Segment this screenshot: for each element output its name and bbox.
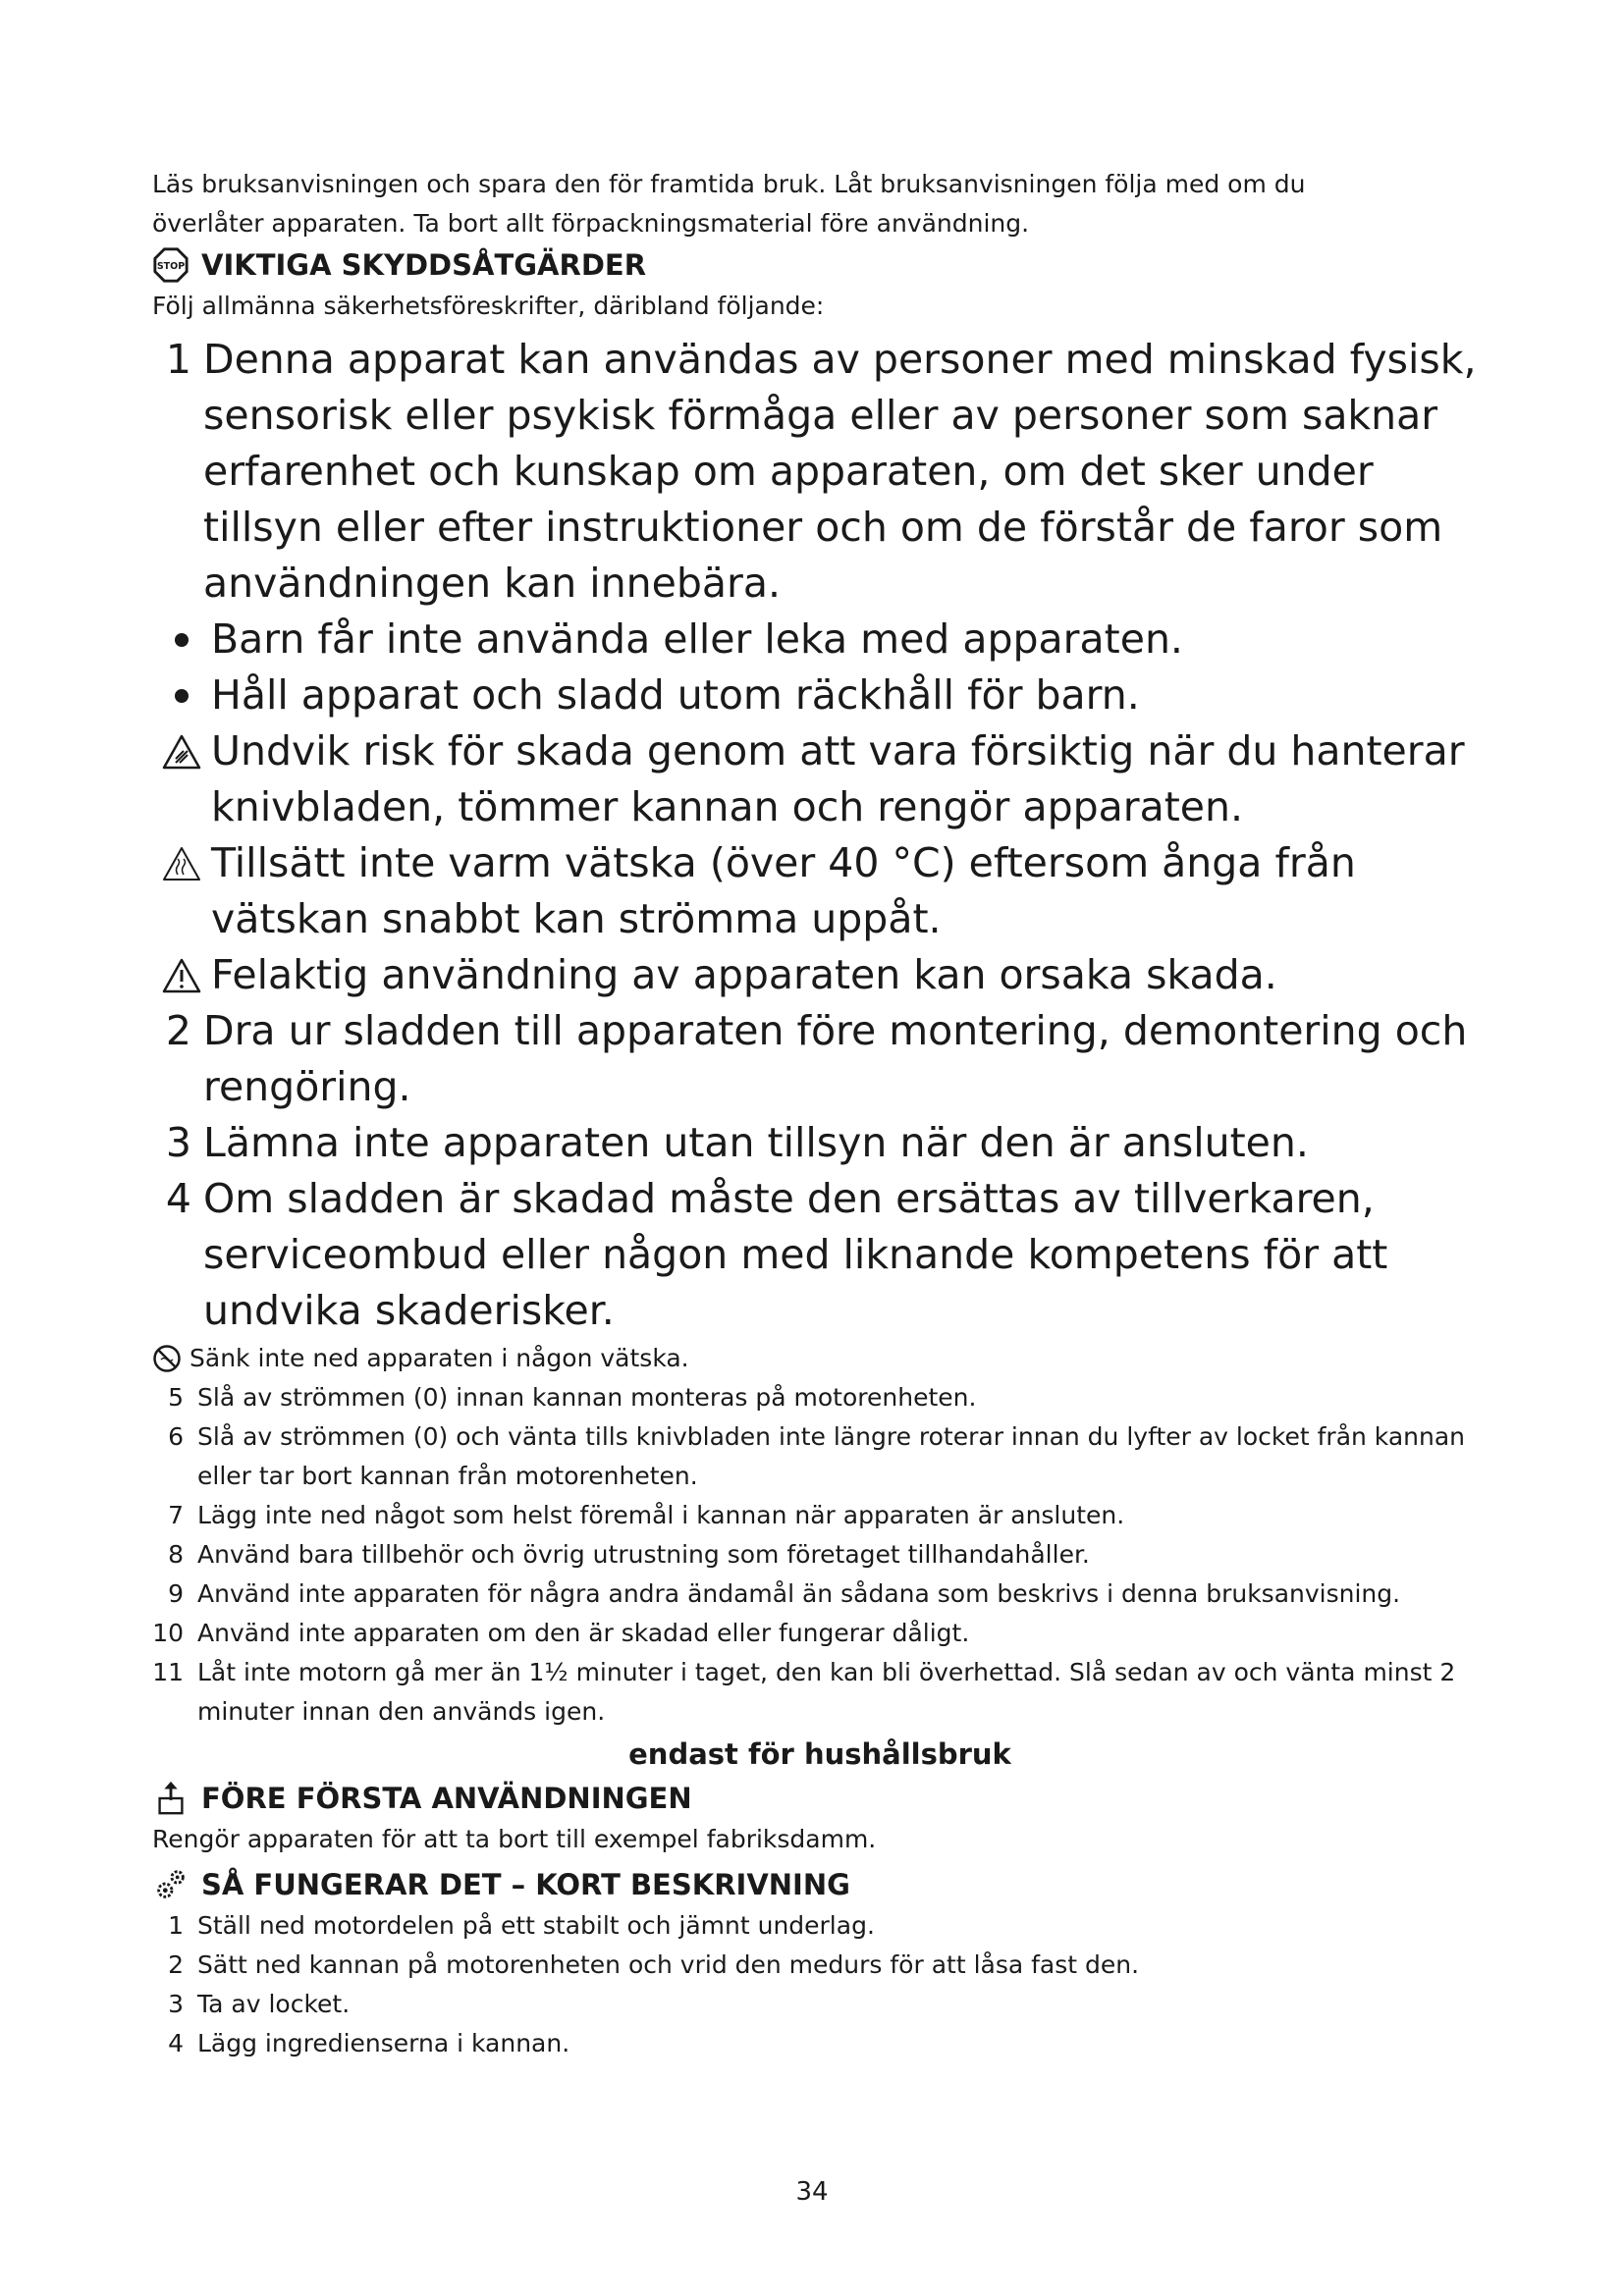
item-number: 3 — [165, 1119, 191, 1166]
item-number: 11 — [152, 1658, 184, 1686]
safety-heading-text: VIKTIGA SKYDDSÅTGÄRDER — [201, 248, 647, 282]
bullet-item-cord — [152, 667, 1488, 723]
safety-item-1 — [152, 332, 1488, 612]
item-number: 5 — [168, 1383, 184, 1412]
item-number: 2 — [165, 1007, 191, 1054]
safety-item-9 — [152, 1575, 1488, 1614]
no-immerse-icon — [152, 1344, 182, 1373]
warning-text: Felaktig användning av apparaten kan orsaka skada. — [211, 951, 1277, 998]
before-first-use-heading — [152, 1777, 1488, 1820]
item-text: Om sladden är skadad måste den ersättas av tillverkaren, serviceombud eller någon med liknande kompetens för att undvika skaderisker. — [203, 1175, 1388, 1334]
warning-text: Sänk inte ned apparaten i någon vätska. — [189, 1344, 689, 1372]
safety-item-7 — [152, 1496, 1488, 1535]
how-step-3 — [152, 1985, 1488, 2024]
item-text: Låt inte motorn gå mer än 1½ minuter i taget, den kan bli överhettad. Slå sedan av och vänta minst 2 minuter innan den används igen. — [197, 1658, 1456, 1726]
warning-icon — [162, 957, 201, 994]
bullet-icon — [175, 633, 189, 647]
item-number: 6 — [168, 1422, 184, 1451]
blade-warning-icon — [162, 733, 201, 771]
step-number: 3 — [168, 1990, 184, 2018]
before-first-use-heading-text: FÖRE FÖRSTA ANVÄNDNINGEN — [201, 1782, 692, 1815]
bullet-text: Barn får inte använda eller leka med apparaten. — [211, 615, 1183, 663]
item-number: 8 — [168, 1540, 184, 1569]
document-page — [152, 165, 1488, 2063]
warning-text: Tillsätt inte varm vätska (över 40 °C) eftersom ånga från vätskan snabbt kan strömma uppåt. — [211, 839, 1356, 942]
page-number: 34 — [795, 2177, 829, 2207]
safety-item-5 — [152, 1378, 1488, 1417]
how-step-1 — [152, 1906, 1488, 1946]
box-arrow-icon — [152, 1780, 189, 1817]
how-it-works-heading-text: SÅ FUNGERAR DET – KORT BESKRIVNING — [201, 1868, 850, 1901]
item-number: 7 — [168, 1501, 184, 1529]
item-text: Slå av strömmen (0) innan kannan monteras på motorenheten. — [197, 1383, 977, 1412]
item-number: 1 — [165, 336, 191, 383]
svg-text:STOP: STOP — [156, 260, 186, 272]
step-text: Ställ ned motordelen på ett stabilt och jämnt underlag. — [197, 1911, 875, 1940]
item-text: Slå av strömmen (0) och vänta tills knivbladen inte längre roterar innan du lyfter av locket från kannan eller tar bort kannan från motorenheten. — [197, 1422, 1466, 1490]
item-text: Lägg inte ned något som helst föremål i kannan när apparaten är ansluten. — [197, 1501, 1125, 1529]
safety-heading — [152, 243, 1488, 287]
household-use-only: endast för hushållsbruk — [628, 1737, 1011, 1771]
how-it-works-heading — [152, 1863, 1488, 1906]
step-number: 4 — [168, 2029, 184, 2057]
step-text: Sätt ned kannan på motorenheten och vrid den medurs för att låsa fast den. — [197, 1950, 1140, 1979]
safety-item-2 — [152, 1003, 1488, 1115]
safety-item-10 — [152, 1614, 1488, 1653]
bullet-text: Håll apparat och sladd utom räckhåll för barn. — [211, 671, 1140, 719]
step-text: Lägg ingredienserna i kannan. — [197, 2029, 570, 2057]
item-text: Använd bara tillbehör och övrig utrustning som företaget tillhandahåller. — [197, 1540, 1090, 1569]
warning-blade — [152, 723, 1488, 835]
safety-item-11 — [152, 1653, 1488, 1732]
safety-item-3 — [152, 1115, 1488, 1171]
step-text: Ta av locket. — [197, 1990, 351, 2018]
item-text: Dra ur sladden till apparaten före montering, demontering och rengöring. — [203, 1007, 1468, 1110]
item-text: Denna apparat kan användas av personer med minskad fysisk, sensorisk eller psykisk förmåga eller av personer som saknar erfarenhet och kunskap om apparaten, om det sker under tillsyn eller efter instruktioner och om de förstår de faror som användningen kan innebära. — [203, 336, 1477, 607]
stop-icon — [152, 246, 189, 284]
gears-icon — [152, 1866, 189, 1903]
intro-line-1: Läs bruksanvisningen och spara den för framtida bruk. Låt bruksanvisningen följa med om du — [152, 170, 1306, 198]
how-step-2 — [152, 1946, 1488, 1985]
before-first-use-text: Rengör apparaten för att ta bort till exempel fabriksdamm. — [152, 1825, 877, 1853]
item-text: Använd inte apparaten för några andra ändamål än sådana som beskrivs i denna bruksanvisning. — [197, 1579, 1401, 1608]
warning-text: Undvik risk för skada genom att vara försiktig när du hanterar knivbladen, tömmer kannan och rengör apparaten. — [211, 727, 1465, 830]
item-number: 10 — [152, 1619, 184, 1647]
item-number: 9 — [168, 1579, 184, 1608]
step-number: 1 — [168, 1911, 184, 1940]
steam-warning-icon — [162, 845, 201, 882]
warning-general — [152, 947, 1488, 1003]
bullet-icon — [175, 689, 189, 703]
item-text: Lämna inte apparaten utan tillsyn när den är ansluten. — [203, 1119, 1309, 1166]
how-step-4 — [152, 2024, 1488, 2063]
safety-item-4 — [152, 1171, 1488, 1339]
no-immerse-warning — [152, 1339, 1488, 1378]
safety-item-8 — [152, 1535, 1488, 1575]
item-text: Använd inte apparaten om den är skadad eller fungerar dåligt. — [197, 1619, 970, 1647]
safety-subtitle: Följ allmänna säkerhetsföreskrifter, däribland följande: — [152, 292, 825, 320]
warning-steam — [152, 835, 1488, 947]
item-number: 4 — [165, 1175, 191, 1222]
bullet-item-children — [152, 612, 1488, 667]
safety-item-6 — [152, 1417, 1488, 1496]
step-number: 2 — [168, 1950, 184, 1979]
intro-line-2: överlåter apparaten. Ta bort allt förpackningsmaterial före användning. — [152, 209, 1030, 238]
